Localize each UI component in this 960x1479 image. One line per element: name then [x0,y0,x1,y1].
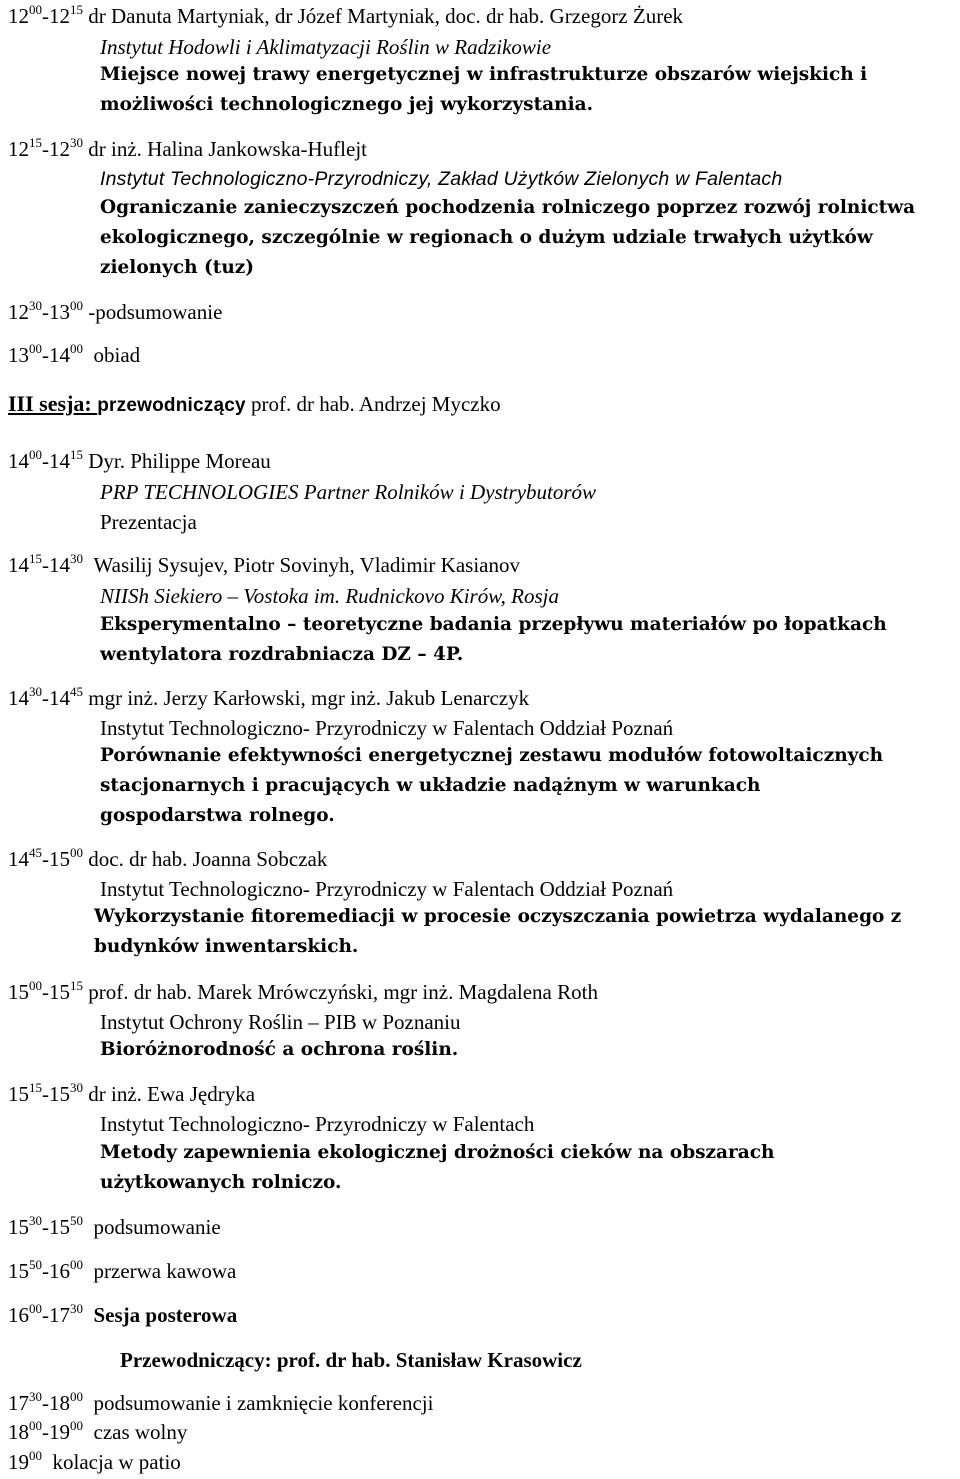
speaker: Dyr. Philippe Moreau [88,449,271,473]
institution: Instytut Hodowli i Aklimatyzacji Roślin w Radzikowie [100,35,552,59]
time-range: $15^{15}-15^{30}$ [8,1080,83,1106]
entry-8-header [8,845,328,871]
speaker: prof. dr hab. Marek Mrówczyński, mgr inż. Magdalena Roth [88,980,598,1004]
talk-title-line: Miejsce nowej trawy energetycznej w infrastrukturze obszarów wiejskich i [100,64,868,85]
speaker: dr inż. Ewa Jędryka [88,1082,256,1106]
session-chair-label: przewodniczący [97,395,246,416]
time-range: $17^{30}-18^{00}$ [8,1389,83,1415]
time-range: $14^{45}-15^{00}$ [8,845,83,871]
institution: PRP TECHNOLOGIES Partner Rolników i Dystrybutorów [100,480,597,504]
talk-title-line: gospodarstwa rolnego. [100,805,335,826]
entry-17-header [8,1448,181,1474]
talk-title-line: możliwości technologicznego jej wykorzystania. [100,94,594,115]
entry-0-header [8,2,684,28]
talk-title-line: ekologicznego, szczególnie w regionach o dużym udziale trwałych użytków [100,227,873,248]
talk-title-line: zielonych (tuz) [100,257,255,278]
institution: Instytut Technologiczno- Przyrodniczy w Falentach [100,1112,535,1136]
talk-title-line: Ograniczanie zanieczyszczeń pochodzenia rolniczego poprzez rozwój rolnictwa [100,197,916,218]
institution: Instytut Technologiczno-Przyrodniczy, Zakład Użytków Zielonych w Falentach [100,168,783,190]
speaker: doc. dr hab. Joanna Sobczak [88,847,328,871]
speaker: mgr inż. Jerzy Karłowski, mgr inż. Jakub Lenarczyk [88,686,530,710]
agenda-label: podsumowanie i zamknięcie konferencji [93,1391,434,1415]
session-header [8,393,501,415]
talk-title-line: Porównanie efektywności energetycznej zestawu modułów fotowoltaicznych [100,745,884,766]
time-range: $15^{30}-15^{50}$ [8,1213,83,1239]
time-range: $15^{00}-15^{15}$ [8,978,83,1004]
time-range: $14^{15}-14^{30}$ [8,551,83,577]
entry-9-header [8,978,598,1004]
entry-11-header [8,1213,221,1239]
time-range: $12^{00}-12^{15}$ [8,2,83,28]
entry-2-header [8,298,223,324]
entry-3-header [8,341,141,367]
talk-title-line: Metody zapewnienia ekologicznej drożności cieków na obszarach [100,1142,775,1163]
institution: Instytut Technologiczno- Przyrodniczy w Falentach Oddział Poznań [100,877,674,901]
talk-title-line: Eksperymentalno – teoretyczne badania przepływu materiałów po łopatkach [100,614,887,635]
speaker: dr Danuta Martyniak, dr Józef Martyniak, doc. dr hab. Grzegorz Żurek [88,4,684,28]
agenda-label: Sesja posterowa [93,1303,238,1327]
session-chair: prof. dr hab. Andrzej Myczko [245,392,501,416]
session-name: III sesja: [8,391,98,416]
time-range: $15^{50}-16^{00}$ [8,1257,83,1283]
talk-title-line: Prezentacja [100,510,197,534]
talk-title-line: użytkowanych rolniczo. [100,1172,342,1193]
entry-12-header [8,1257,237,1283]
speaker: dr inż. Halina Jankowska-Huflejt [88,137,368,161]
time-range: $12^{30}-13^{00}$ [8,298,83,324]
agenda-label: obiad [93,343,141,367]
talk-title-line: Bioróżnorodność a ochrona roślin. [100,1039,459,1060]
talk-title-line: Wykorzystanie fitoremediacji w procesie oczyszczania powietrza wydalanego z [94,906,902,927]
time-range: $12^{15}-12^{30}$ [8,135,83,161]
speaker: Wasilij Sysujev, Piotr Sovinyh, Vladimir Kasianov [93,553,520,577]
agenda-label: przerwa kawowa [93,1259,237,1283]
institution: NIISh Siekiero – Vostoka im. Rudnickovo Kirów, Rosja [100,584,560,608]
time-single: $19^{00}$ [8,1448,42,1474]
institution: Instytut Ochrony Roślin – PIB w Poznaniu [100,1010,461,1034]
entry-5-header [8,447,271,473]
institution: Instytut Technologiczno- Przyrodniczy w Falentach Oddział Poznań [100,716,674,740]
talk-title-line: budynków inwentarskich. [94,936,359,957]
entry-16-header [8,1418,188,1444]
talk-title-line: wentylatora rozdrabniacza DZ – 4P. [100,644,464,665]
time-range: $14^{30}-14^{45}$ [8,684,83,710]
talk-title-line: stacjonarnych i pracujących w układzie nadążnym w warunkach [100,775,761,796]
entry-15-header [8,1389,434,1415]
agenda-label: podsumowanie [93,1215,221,1239]
time-range: $16^{00}-17^{30}$ [8,1301,83,1327]
entry-10-header [8,1080,256,1106]
agenda-label: -podsumowanie [88,300,223,324]
agenda-label: czas wolny [93,1420,188,1444]
entry-7-header [8,684,530,710]
time-range: $18^{00}-19^{00}$ [8,1418,83,1444]
entry-13-header [8,1301,238,1327]
entry-1-header [8,135,368,161]
time-range: $14^{00}-14^{15}$ [8,447,83,473]
time-range: $13^{00}-14^{00}$ [8,341,83,367]
entry-6-header [8,551,520,577]
poster-session-chair: Przewodniczący: prof. dr hab. Stanisław Krasowicz [120,1348,582,1372]
agenda-label: kolacja w patio [52,1450,181,1474]
